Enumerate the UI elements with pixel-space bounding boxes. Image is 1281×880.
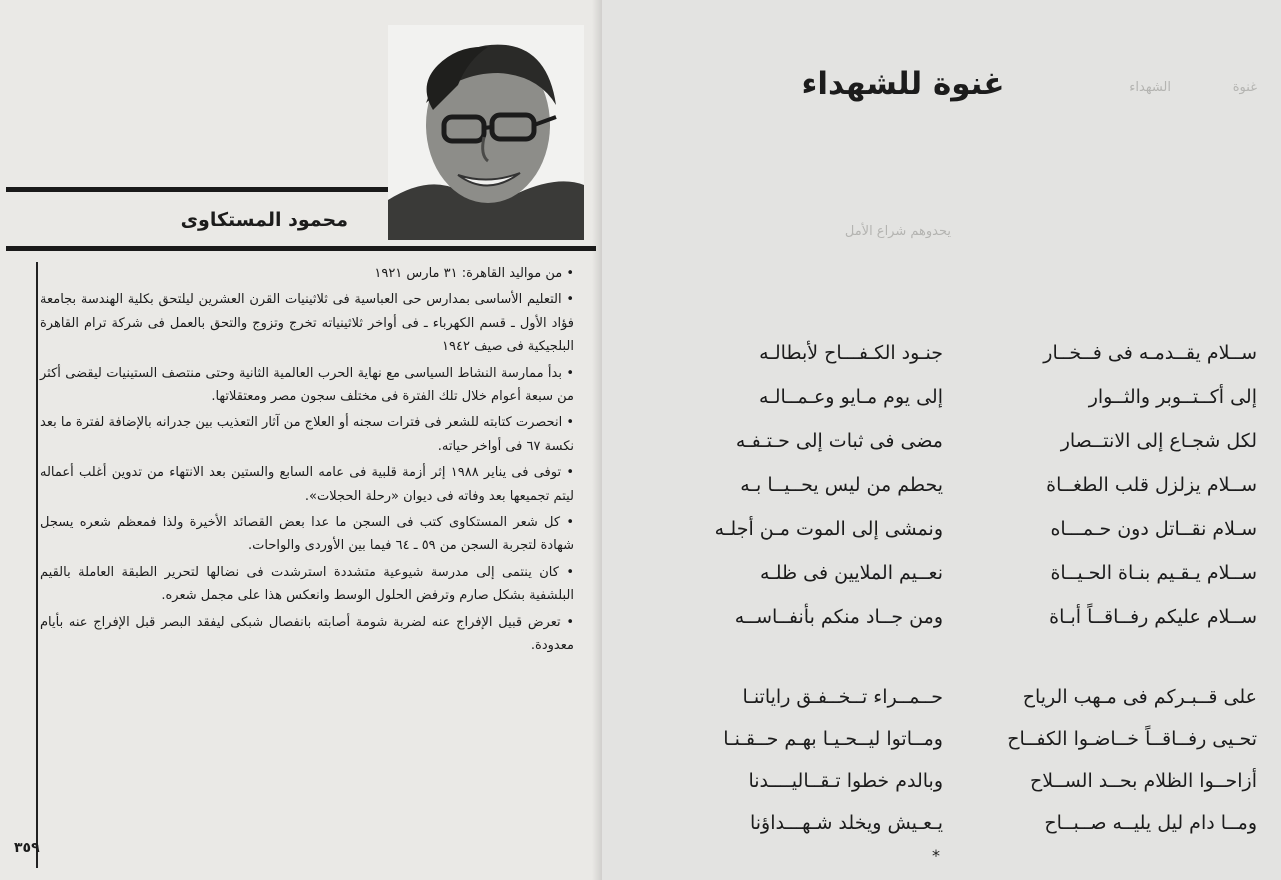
verse-first-hemistich: سـلام نقــاتل دون حـمـــاه [1050, 518, 1257, 540]
bio-paragraph: • بدأ ممارسة النشاط السياسى مع نهاية الحرب العالمية الثانية وحتى منتصف الستينيات ليقضى أكثر من سبعة أعوام خلال تلك الفترة فى مختلف سجون مصر ومعتقلاتها. [40, 365, 574, 405]
verse-second-hemistich: يـعـيش ويخلد شـهـــداؤنا [749, 812, 943, 834]
verse-second-hemistich: يحطم من ليس يحــيــا بـه [740, 474, 943, 496]
verse-second-hemistich: مضى فى ثبات إلى حـتـفـه [735, 430, 943, 452]
verse-first-hemistich: على قــبـركم فى مـهب الرياح [1022, 686, 1257, 708]
bio-paragraph: • توفى فى يناير ١٩٨٨ إثر أزمة قلبية فى عامه السابع والستين بعد الانتهاء من تدوين أغلب أعماله ليتم تجميعها بعد وفاته فى ديوان «رحلة الحجلات». [40, 465, 574, 504]
verse-first-hemistich: ســلام يزلزل قلب الطغــاة [1046, 474, 1257, 496]
verse-second-hemistich: ونمشى إلى الموت مـن أجلـه [714, 518, 943, 540]
verse-second-hemistich: حــمــراء تــخــفـق راياتنـا [742, 686, 943, 708]
verse-second-hemistich: جنـود الكـفـــاح لأبطالـه [759, 342, 943, 364]
bleed-through-text: الشهداء [1129, 80, 1171, 95]
bio-paragraph: • كل شعر المستكاوى كتب فى السجن ما عدا بعض القصائد الأخيرة ولذا فمعظم شعره يسجل شهادة لتجربة السجن من ٥٩ ـ ٦٤ فيما بين الأوردى والواحات. [40, 515, 574, 554]
right-page [602, 0, 1281, 880]
verse-first-hemistich: إلى أكــتــوبر والثــوار [1088, 386, 1257, 408]
bleed-through-text: غنوة [1232, 80, 1257, 95]
poem-end-mark: * [932, 846, 940, 865]
verse-first-hemistich: ومــا دام ليل يليــه صــبــاح [1044, 812, 1257, 834]
verse-second-hemistich: ومــاتوا ليــحـيـا بهـم حــقـنـا [723, 728, 943, 750]
poem-title: غنوة للشهداء [801, 66, 1005, 102]
bio-paragraph: • انحصرت كتابته للشعر فى فترات سجنه أو العلاج من آثار التعذيب بين جدرانه بالإضافة لفترة ما بعد نكسة ٦٧ فى أواخر حياته. [40, 415, 574, 454]
bio-paragraph: • من مواليد القاهرة: ٣١ مارس ١٩٢١ [374, 266, 574, 281]
biography-box [36, 262, 586, 868]
verse-first-hemistich: لكل شجـاع إلى الانتــصار [1060, 430, 1257, 452]
verse-first-hemistich: تحـيى رفــاقــاً خــاضـوا الكفــاح [1007, 728, 1257, 750]
verse-second-hemistich: وبالدم خطوا تـقــاليــــدنا [748, 770, 943, 792]
author-name: محمود المستكاوى [180, 209, 348, 231]
verse-first-hemistich: أزاحــوا الظلام بحــد الســلاح [1030, 770, 1257, 792]
verse-first-hemistich: ســلام يـقـيم بنـاة الحـيــاة [1050, 562, 1257, 584]
page-number: ٣٥٩ [14, 840, 40, 856]
bio-paragraph: • كان ينتمى إلى مدرسة شيوعية متشددة استرشدت فى نضالها لتحرير الطبقة العاملة بالقيم البلشفية بشكل صارم وترفض الحلول الوسط وانعكس هذا على مجمل شعره. [40, 564, 574, 604]
verse-second-hemistich: نعــيم الملايين فى ظلـه [759, 562, 943, 584]
verse-first-hemistich: ســلام يقــدمـه فى فــخــار [1043, 342, 1257, 364]
left-page [0, 0, 602, 880]
bleed-through-text: يحدوهم شراع الأمل [844, 224, 951, 239]
top-divider-rule [6, 187, 388, 192]
verse-first-hemistich: ســلام عليكم رفــاقــاً أبـاة [1049, 606, 1257, 628]
author-photo [388, 25, 584, 240]
bottom-divider-rule [6, 246, 596, 251]
bio-paragraph: • تعرض قبيل الإفراج عنه لضربة شومة أصابته بانفصال شبكى ليفقد البصر قبل الإفراج عنه بأيام معدودة. [40, 614, 574, 654]
author-portrait-image [388, 25, 584, 240]
biography-text [40, 262, 574, 661]
bio-paragraph: • التعليم الأساسى بمدارس حى العباسية فى ثلاثينيات القرن العشرين ليلتحق بكلية الهندسة بجامعة فؤاد الأول ـ قسم الكهرباء ـ فى أواخر ثلاثينياته تخرج وتزوج والتحق بالعمل فى شركة ترام القاهرة البلجيكية فى صيف ١٩٤٢ [40, 292, 574, 355]
verse-second-hemistich: ومن جــاد منكم بأنفــاســه [734, 606, 943, 628]
verse-second-hemistich: إلى يوم مـايو وعـمــالـه [758, 386, 943, 408]
